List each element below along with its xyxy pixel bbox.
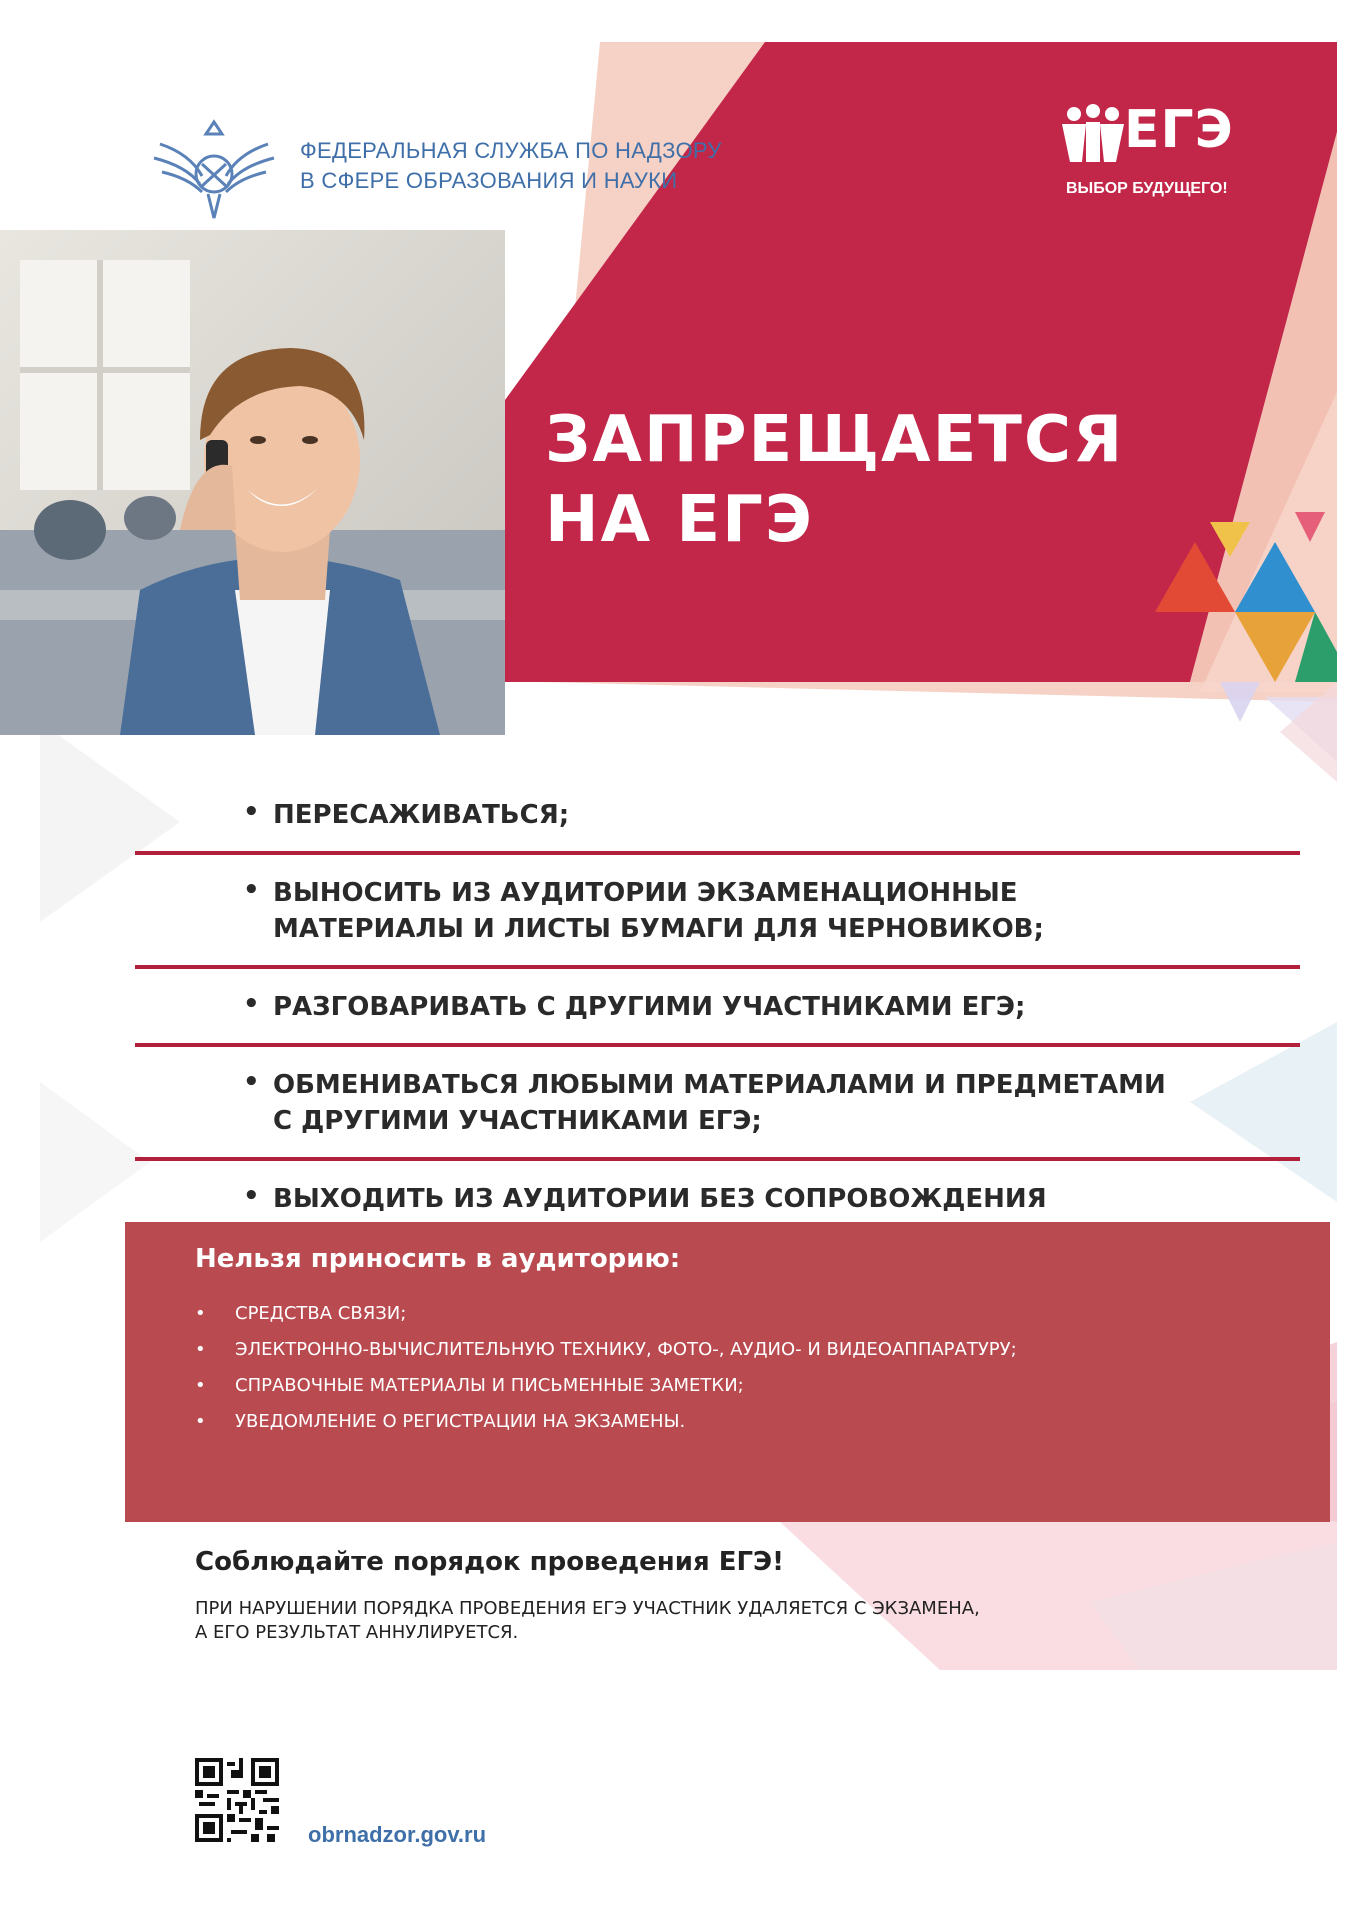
rule-text: ВЫНОСИТЬ ИЗ АУДИТОРИИ ЭКЗАМЕНАЦИОННЫЕ МАТЕРИАЛЫ И ЛИСТЫ БУМАГИ ДЛЯ ЧЕРНОВИКОВ; (273, 878, 1044, 944)
rule-bullet: • (243, 797, 260, 827)
forbidden-item: • СПРАВОЧНЫЕ МАТЕРИАЛЫ И ПИСЬМЕННЫЕ ЗАМЕТКИ; (195, 1374, 1195, 1398)
rules-list (135, 777, 1300, 1271)
rule-text: ОБМЕНИВАТЬСЯ ЛЮБЫМИ МАТЕРИАЛАМИ И ПРЕДМЕТАМИ С ДРУГИМИ УЧАСТНИКАМИ ЕГЭ; (273, 1070, 1166, 1136)
rule-bullet: • (243, 1181, 260, 1211)
forbidden-items-block (125, 1222, 1330, 1522)
poster (40, 42, 1337, 1847)
student-on-phone-image (0, 230, 505, 735)
footer-title: Соблюдайте порядок проведения ЕГЭ! (195, 1547, 784, 1577)
forbidden-item: • УВЕДОМЛЕНИЕ О РЕГИСТРАЦИИ НА ЭКЗАМЕНЫ. (195, 1410, 1195, 1434)
qr-code-icon[interactable] (195, 1758, 279, 1842)
footer-note (195, 1597, 980, 1645)
rule-text: ПЕРЕСАЖИВАТЬСЯ; (273, 800, 570, 830)
rule-bullet: • (243, 989, 260, 1019)
forbidden-list (195, 1302, 1195, 1446)
agency-header (150, 114, 730, 224)
agency-name (300, 136, 722, 196)
rule-item (135, 969, 1300, 1047)
ege-logo (1060, 100, 1260, 214)
forbidden-item: • ЭЛЕКТРОННО-ВЫЧИСЛИТЕЛЬНУЮ ТЕХНИКУ, ФОТО-, АУДИО- И ВИДЕОАППАРАТУРУ; (195, 1338, 1195, 1362)
eagle-emblem-icon (150, 114, 278, 224)
footer-note-line2: А ЕГО РЕЗУЛЬТАТ АННУЛИРУЕТСЯ. (195, 1622, 519, 1643)
rule-item (135, 1047, 1300, 1161)
people-group-icon (1060, 104, 1126, 164)
student-photo (0, 230, 505, 735)
headline-line1: ЗАПРЕЩАЕТСЯ (545, 403, 1125, 477)
rule-item (135, 855, 1300, 969)
agency-name-line2: В СФЕРЕ ОБРАЗОВАНИЯ И НАУКИ (300, 168, 678, 193)
forbidden-item: • СРЕДСТВА СВЯЗИ; (195, 1302, 1195, 1326)
rule-text: ВЫХОДИТЬ ИЗ АУДИТОРИИ БЕЗ СОПРОВОЖДЕНИЯ (273, 1184, 1047, 1214)
rule-bullet: • (243, 875, 260, 905)
rule-item (135, 777, 1300, 855)
rule-text: РАЗГОВАРИВАТЬ С ДРУГИМИ УЧАСТНИКАМИ ЕГЭ; (273, 992, 1026, 1022)
footer-note-line1: ПРИ НАРУШЕНИИ ПОРЯДКА ПРОВЕДЕНИЯ ЕГЭ УЧАСТНИК УДАЛЯЕТСЯ С ЭКЗАМЕНА, (195, 1598, 980, 1619)
agency-name-line1: ФЕДЕРАЛЬНАЯ СЛУЖБА ПО НАДЗОРУ (300, 138, 722, 163)
ege-logo-name: ЕГЭ (1124, 100, 1234, 160)
site-link[interactable]: obrnadzor.gov.ru (308, 1822, 487, 1847)
ege-logo-slogan: ВЫБОР БУДУЩЕГО! (1066, 180, 1228, 197)
headline-line2: НА ЕГЭ (545, 483, 814, 557)
headline (545, 400, 1124, 560)
rule-bullet: • (243, 1067, 260, 1097)
forbidden-title: Нельзя приносить в аудиторию: (195, 1244, 681, 1274)
